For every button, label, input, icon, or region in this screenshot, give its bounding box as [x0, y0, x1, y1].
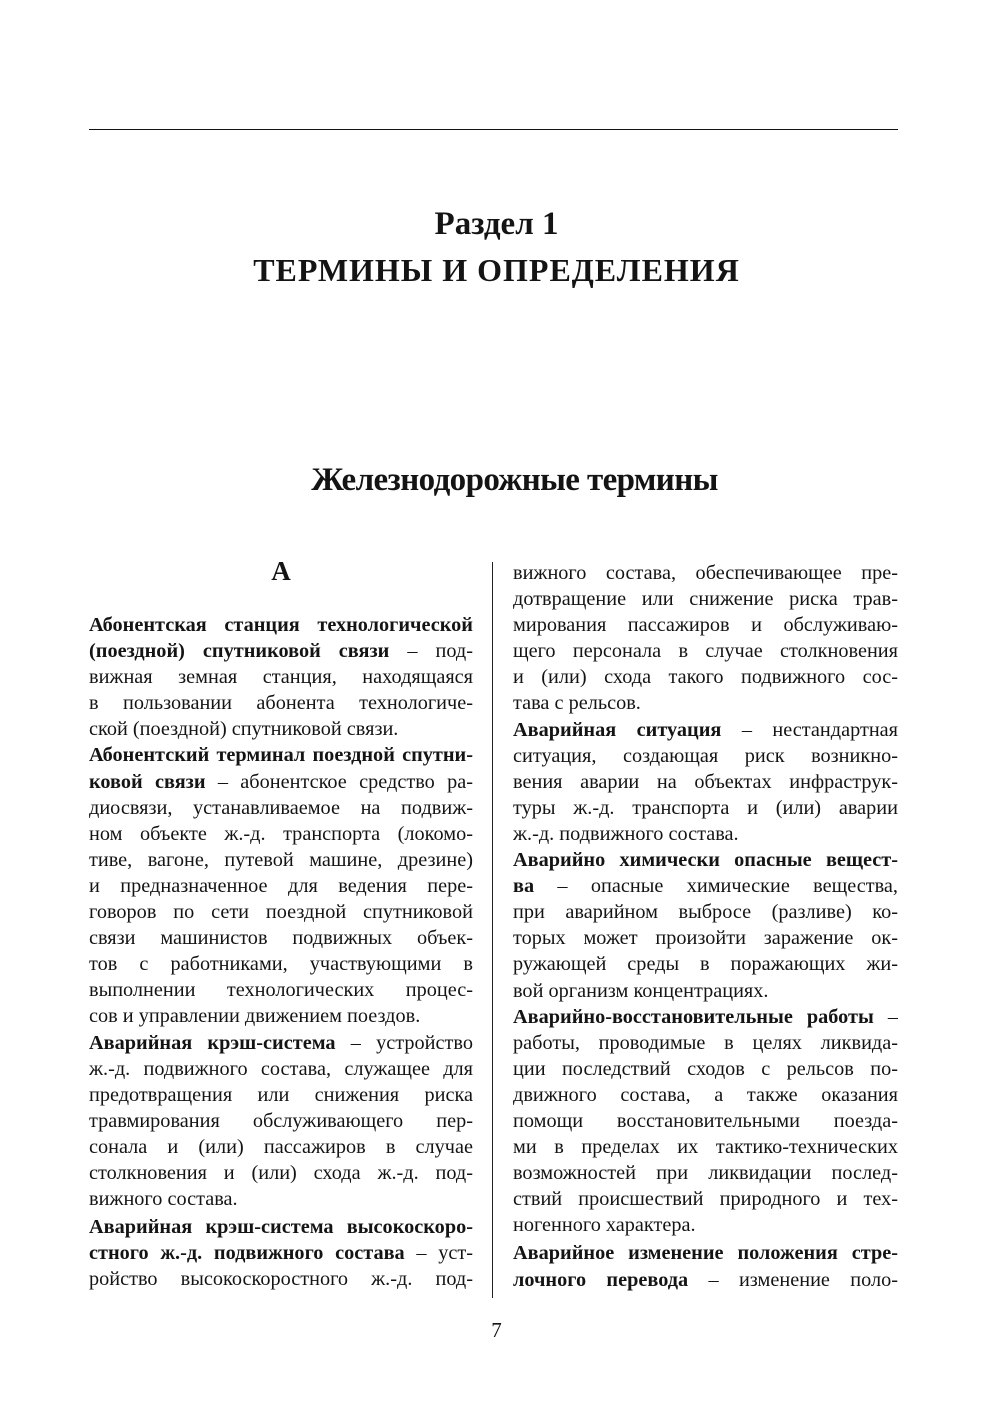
text-line [89, 612, 473, 638]
definition-text: дотвращение или снижение риска трав- [513, 588, 898, 611]
text-line [513, 795, 898, 821]
definition-text: торых может произойти заражение ок- [513, 927, 898, 950]
term-text: Аварийно химически опасные вещест- [513, 849, 898, 872]
text-line [89, 925, 473, 951]
section-label: Раздел 1 [434, 206, 559, 242]
definition-text: – опасные химические вещества, [534, 875, 898, 898]
definition-text: работы, проводимые в целях ликвида- [513, 1031, 898, 1054]
definition-text: выполнении технологических процес- [89, 979, 473, 1002]
text-line [89, 1186, 473, 1212]
definition-text: – абонентское средство ра- [205, 770, 473, 793]
definition-text: ситуация, создающая риск возникно- [513, 744, 898, 767]
text-line [89, 795, 473, 821]
text-line [89, 1214, 473, 1240]
term-text: Абонентский терминал поездной спутни- [89, 744, 473, 767]
definition-text: столкновения и (или) схода ж.-д. под- [89, 1161, 473, 1184]
definition-text: мирования пассажиров и обслуживаю- [513, 614, 898, 637]
term-text: Аварийная крэш-система [89, 1031, 336, 1054]
definition-text: щего персонала в случае столкновения [513, 640, 898, 663]
text-line [89, 1056, 473, 1082]
text-line [513, 1267, 898, 1293]
page-number: 7 [491, 1318, 502, 1342]
term-text: Аварийная крэш-система высокоскоро- [89, 1216, 473, 1239]
definition-text: ж.-д. подвижного состава, служащее для [89, 1057, 473, 1080]
text-line [513, 743, 898, 769]
definition-text: тиве, вагоне, путевой машине, дрезине) [89, 848, 473, 871]
definition-text: и (или) схода такого подвижного сос- [513, 666, 898, 689]
definition-text: – нестандартная [721, 718, 898, 741]
definition-text: – уст- [404, 1242, 473, 1265]
text-line [513, 1082, 898, 1108]
definition-text: предотвращения или снижения риска [89, 1083, 473, 1106]
text-line [513, 1186, 898, 1212]
definition-text: – устройство [335, 1031, 473, 1054]
text-line [89, 1240, 473, 1266]
definition-text: – под- [389, 640, 473, 663]
text-line [89, 664, 473, 690]
text-line [89, 1266, 473, 1292]
right-column [513, 560, 898, 1293]
text-line [89, 977, 473, 1003]
text-line [89, 690, 473, 716]
text-line [89, 899, 473, 925]
text-line [89, 1108, 473, 1134]
text-line [513, 899, 898, 925]
term-text: ва [513, 875, 535, 898]
definition-text: ройство высокоскоростного ж.-д. под- [89, 1268, 473, 1291]
definition-text: при аварийном выбросе (разливе) ко- [513, 901, 898, 924]
text-line [513, 821, 898, 847]
term-text: (поездной) спутниковой связи [89, 640, 390, 663]
text-line [89, 821, 473, 847]
text-line [89, 1134, 473, 1160]
text-line [89, 1160, 473, 1186]
text-line [89, 638, 473, 664]
definition-text: говоров по сети поездной спутниковой [89, 901, 473, 924]
text-line [513, 638, 898, 664]
definition-text: движного состава, а также оказания [513, 1083, 898, 1106]
definition-text: туры ж.-д. транспорта и (или) аварии [513, 796, 898, 819]
text-line [513, 847, 898, 873]
text-line [513, 690, 898, 716]
text-line [513, 1030, 898, 1056]
definition-text: ми в пределах их тактико-технических [513, 1136, 898, 1159]
definition-text: – изменение поло- [688, 1268, 898, 1291]
definition-text: тава с рельсов. [513, 692, 641, 715]
column-divider [492, 562, 493, 1298]
text-line [89, 769, 473, 795]
text-line [89, 1003, 473, 1029]
definition-text: – [873, 1005, 898, 1028]
subsection-title: Железнодорожные термины [311, 462, 718, 498]
definition-text: ном объекте ж.-д. транспорта (локомо- [89, 822, 473, 845]
text-line [89, 1082, 473, 1108]
definition-text: вижного состава, обеспечивающее пре- [513, 562, 898, 584]
definition-text: тов с работниками, участвующими в [89, 953, 473, 976]
text-line [89, 742, 473, 768]
definition-text: травмирования обслуживающего пер- [89, 1109, 473, 1132]
text-line [513, 925, 898, 951]
text-line [513, 951, 898, 977]
left-column [89, 612, 473, 1292]
definition-text: вижного состава. [89, 1188, 238, 1211]
text-line [513, 873, 898, 899]
definition-text: сов и управлении движением поездов. [89, 1005, 421, 1028]
definition-text: возможностей при ликвидации послед- [513, 1162, 898, 1185]
text-line [513, 560, 898, 586]
definition-text: вой организм концентрациях. [513, 979, 769, 1002]
definition-text: ружающей среды в поражающих жи- [513, 953, 898, 976]
definition-text: диосвязи, устанавливаемое на подвиж- [89, 796, 473, 819]
text-line [89, 951, 473, 977]
definition-text: ногенного характера. [513, 1214, 696, 1237]
term-text: Абонентская станция технологической [89, 614, 473, 636]
term-text: стного ж.-д. подвижного состава [89, 1242, 405, 1265]
definition-text: ж.-д. подвижного состава. [513, 822, 739, 845]
term-text: Аварийное изменение положения стре- [513, 1242, 898, 1265]
definition-text: и предназначенное для ведения пере- [89, 874, 473, 897]
term-text: лочного перевода [513, 1268, 689, 1291]
text-line [513, 1134, 898, 1160]
text-line [513, 1240, 898, 1266]
text-line [513, 1056, 898, 1082]
section-title: ТЕРМИНЫ И ОПРЕДЕЛЕНИЯ [253, 252, 740, 288]
text-line [89, 716, 473, 742]
text-line [513, 717, 898, 743]
definition-text: ции последствий сходов с рельсов по- [513, 1057, 898, 1080]
text-line [513, 586, 898, 612]
letter-heading: А [271, 556, 291, 586]
text-line [513, 664, 898, 690]
text-line [513, 612, 898, 638]
term-text: Аварийная ситуация [513, 718, 722, 741]
text-line [513, 978, 898, 1004]
definition-text: в пользовании абонента технологиче- [89, 692, 473, 715]
definition-text: связи машинистов подвижных объек- [89, 927, 473, 950]
text-line [513, 1108, 898, 1134]
text-line [89, 1030, 473, 1056]
text-line [513, 1004, 898, 1030]
definition-text: вижная земная станция, находящаяся [89, 666, 473, 689]
definition-text: помощи восстановительными поезда- [513, 1109, 898, 1132]
text-line [89, 847, 473, 873]
text-line [89, 873, 473, 899]
term-text: Аварийно-восстановительные работы [513, 1005, 874, 1028]
top-horizontal-rule [89, 129, 898, 130]
text-line [513, 769, 898, 795]
definition-text: ствий происшествий природного и тех- [513, 1188, 898, 1211]
text-line [513, 1212, 898, 1238]
term-text: ковой связи [89, 770, 206, 793]
definition-text: сонала и (или) пассажиров в случае [89, 1135, 473, 1158]
definition-text: вения аварии на объектах инфраструк- [513, 770, 898, 793]
definition-text: ской (поездной) спутниковой связи. [89, 718, 399, 741]
text-line [513, 1160, 898, 1186]
